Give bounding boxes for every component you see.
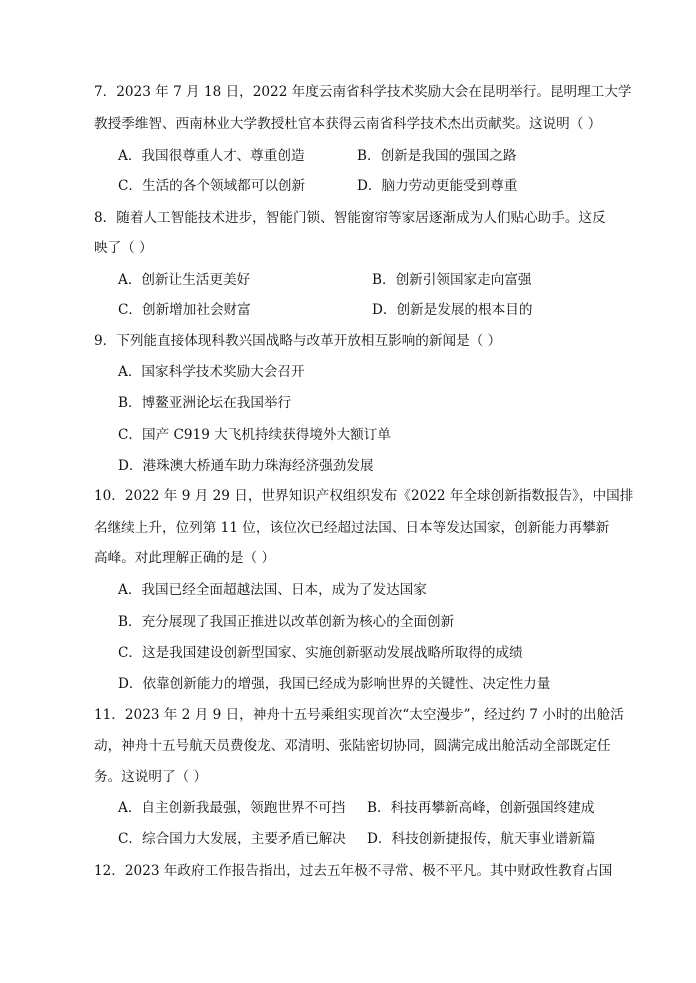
question-11-line-3: 务。这说明了（ ） xyxy=(94,769,208,785)
question-11-option-c: C．综合国力大发展，主要矛盾已解决 xyxy=(118,831,346,847)
question-8-option-b: B．创新引领国家走向富强 xyxy=(372,272,532,288)
question-7-line-2: 教授季维智、西南林业大学教授杜官本获得云南省科学技术杰出贡献奖。这说明（ ） xyxy=(94,116,602,132)
question-8-option-c: C．创新增加社会财富 xyxy=(118,302,251,318)
question-7-option-a: A．我国很尊重人才、尊重创造 xyxy=(118,148,305,164)
question-10-line-2: 名继续上升，位列第 11 位，该位次已经超过法国、日本等发达国家，创新能力再攀新 xyxy=(94,520,610,536)
question-9-option-b: B．博鳌亚洲论坛在我国举行 xyxy=(118,395,292,411)
question-7-option-c: C．生活的各个领域都可以创新 xyxy=(118,178,306,194)
question-9-option-a: A．国家科学技术奖励大会召开 xyxy=(118,364,305,380)
question-10-option-d: D．依靠创新能力的增强，我国已经成为影响世界的关键性、决定性力量 xyxy=(118,676,551,692)
question-10-line-1: 10．2022 年 9 月 29 日，世界知识产权组织发布《2022 年全球创新指数报告》，中国排 xyxy=(94,488,634,504)
question-11-option-b: B．科技再攀新高峰，创新强国终建成 xyxy=(367,800,595,816)
question-7-line-1: 7．2023 年 7 月 18 日，2022 年度云南省科学技术奖励大会在昆明举行。昆明理工大学 xyxy=(94,84,632,100)
question-9-line-1: 9．下列能直接体现科教兴国战略与改革开放相互影响的新闻是（ ） xyxy=(94,333,502,349)
question-8-option-d: D．创新是发展的根本目的 xyxy=(372,302,533,318)
question-11-line-2: 动，神舟十五号航天员费俊龙、邓清明、张陆密切协同，圆满完成出舱活动全部既定任 xyxy=(94,738,611,754)
question-11-line-1: 11．2023 年 2 月 9 日，神舟十五号乘组实现首次“太空漫步”，经过约 7 小时的出舱活 xyxy=(94,707,624,723)
question-8-option-a: A．创新让生活更美好 xyxy=(118,272,251,288)
question-11-option-a: A．自主创新我最强，领跑世界不可挡 xyxy=(118,800,346,816)
question-12-line-1: 12．2023 年政府工作报告指出，过去五年极不寻常、极不平凡。其中财政性教育占国 xyxy=(94,863,613,879)
question-9-option-c: C．国产 C919 大飞机持续获得境外大额订单 xyxy=(118,427,391,443)
question-8-line-2: 映了（ ） xyxy=(94,240,153,256)
question-10-line-3: 高峰。对此理解正确的是（ ） xyxy=(94,550,276,566)
question-10-option-b: B．充分展现了我国正推进以改革创新为核心的全面创新 xyxy=(118,614,455,630)
question-10-option-c: C．这是我国建设创新型国家、实施创新驱动发展战略所取得的成绩 xyxy=(118,645,523,661)
question-9-option-d: D．港珠澳大桥通车助力珠海经济强劲发展 xyxy=(118,458,374,474)
question-7-option-d: D．脑力劳动更能受到尊重 xyxy=(357,178,518,194)
question-8-line-1: 8．随着人工智能技术进步，智能门锁、智能窗帘等家居逐渐成为人们贴心助手。这反 xyxy=(94,210,606,226)
question-11-option-d: D．科技创新捷报传，航天事业谱新篇 xyxy=(367,831,596,847)
question-10-option-a: A．我国已经全面超越法国、日本，成为了发达国家 xyxy=(118,582,427,598)
question-7-option-b: B．创新是我国的强国之路 xyxy=(357,148,517,164)
